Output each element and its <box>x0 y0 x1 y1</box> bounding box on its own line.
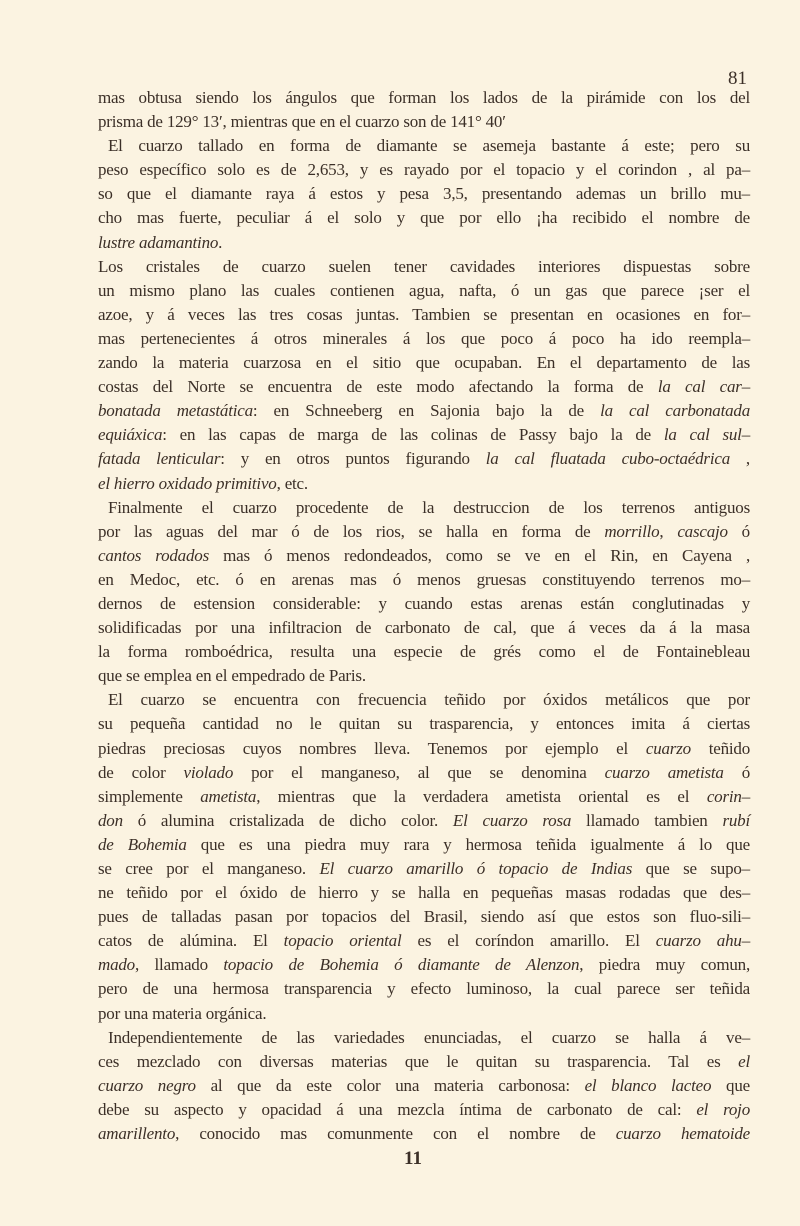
italic-text: El cuarzo amarillo ó topacio de Indias <box>319 859 633 878</box>
text-line <box>98 423 750 447</box>
text-line <box>98 688 750 712</box>
text-line <box>98 809 750 833</box>
text-line <box>98 953 750 977</box>
text-line <box>98 737 750 761</box>
italic-text: topacio de Bohemia ó diamante de Alenzon <box>223 955 580 975</box>
text-segment: mas pertenecientes á otros minerales á los que poco á poco ha ido reempla– <box>98 328 750 348</box>
text-line <box>98 327 750 351</box>
text-segment: , mientras que la verdadera ametista oriental es el <box>256 786 707 806</box>
italic-text: lustre adamantino <box>98 232 219 252</box>
text-segment: ne teñido por el óxido de hierro y se halla en pequeñas masas rodadas que des– <box>98 883 750 903</box>
text-segment: la forma romboédrica, resulta una especie de grés como el de Fontainebleau <box>98 642 750 662</box>
text-segment: catos de alúmina. El <box>98 931 284 951</box>
text-line <box>98 447 750 471</box>
text-segment: que se supo– <box>632 859 750 878</box>
italic-text: mado <box>98 955 135 975</box>
text-line <box>98 929 750 953</box>
text-segment: por las aguas del mar ó de los rios, se halla en forma de <box>98 521 605 541</box>
text-segment: por el manganeso, al que se denomina <box>233 762 605 782</box>
italic-text: cuarzo negro <box>98 1075 196 1095</box>
text-line <box>98 905 750 929</box>
text-line <box>98 881 750 905</box>
text-segment: que <box>711 1075 750 1095</box>
text-line <box>98 592 750 616</box>
text-line <box>98 496 750 520</box>
text-segment: pues de talladas pasan por topacios del Brasil, siendo así que estos son fluo-sili– <box>98 907 750 927</box>
italic-text: don <box>98 810 123 830</box>
text-segment: zando la materia cuarzosa en el sitio que ocupaban. En el departamento de las <box>98 353 750 373</box>
text-segment: llamado tambien <box>571 810 723 830</box>
text-line <box>98 1026 750 1050</box>
text-line <box>98 158 750 182</box>
text-segment: . <box>218 232 223 252</box>
italic-text: bonatada metastática <box>98 401 253 421</box>
italic-text: el hierro oxidado primitivo <box>98 473 277 493</box>
text-line <box>98 785 750 809</box>
text-segment: solidificadas por una infiltracion de carbonato de cal, que á veces da á la masa <box>98 618 750 638</box>
text-line <box>98 86 750 110</box>
text-segment: : en las capas de marga de las colinas de Passy bajo la de <box>162 425 664 445</box>
text-segment: su pequeña cantidad no le quitan su trasparencia, y entonces imita á ciertas <box>98 714 750 734</box>
italic-text: cuarzo hematoide <box>615 1124 750 1144</box>
italic-text: el <box>738 1051 750 1071</box>
text-segment: que se emplea en el empedrado de Paris. <box>98 666 366 686</box>
text-line <box>98 664 750 688</box>
italic-text: ametista <box>200 786 257 806</box>
signature-mark: 11 <box>404 1148 422 1169</box>
text-segment: : y en otros puntos figurando <box>220 449 486 469</box>
body-text <box>98 86 750 1146</box>
text-line <box>98 1074 750 1098</box>
text-segment: que es una piedra muy rara y hermosa teñida igualmente á lo que <box>186 834 750 854</box>
italic-text: cuarzo ahu– <box>655 931 751 951</box>
text-line <box>98 375 750 399</box>
italic-text: fatada lenticular <box>98 449 221 469</box>
text-line <box>98 640 750 664</box>
text-segment: al que da este color una materia carbonosa: <box>195 1075 585 1095</box>
text-line <box>98 1002 750 1026</box>
text-segment: azoe, y á veces las tres cosas juntas. Tambien se presentan en ocasiones en for– <box>98 304 750 324</box>
text-line <box>98 568 750 592</box>
italic-text: cuarzo <box>645 738 691 758</box>
text-line <box>98 399 750 423</box>
italic-text: de Bohemia <box>98 834 187 854</box>
italic-text: el rojo <box>696 1099 751 1119</box>
text-segment: cho mas fuerte, peculiar á el solo y que por ello ¡ha recibido el nombre de <box>98 208 750 228</box>
italic-text: corin– <box>706 786 751 806</box>
italic-text: rubí <box>722 810 750 830</box>
text-segment: simplemente <box>98 786 201 806</box>
text-line <box>98 134 750 158</box>
text-segment: costas del Norte se encuentra de este modo afectando la forma de <box>98 377 658 397</box>
italic-text: amarillento <box>98 1124 176 1144</box>
italic-text: la cal fluatada cubo-octaédrica <box>485 449 730 469</box>
text-line <box>98 833 750 857</box>
text-segment: El cuarzo tallado en forma de diamante se asemeja bastante á este; pero su <box>108 136 750 156</box>
text-segment: mas obtusa siendo los ángulos que forman los lados de la pirámide con los del <box>98 88 750 107</box>
text-line <box>98 231 750 255</box>
text-segment: Los cristales de cuarzo suelen tener cavidades interiores dispuestas sobre <box>98 256 750 276</box>
italic-text: cantos rodados <box>98 545 209 565</box>
italic-text: morrillo <box>604 521 660 541</box>
page-number: 81 <box>728 68 747 89</box>
text-line <box>98 182 750 206</box>
text-segment: , llamado <box>134 955 224 975</box>
text-segment: mas ó menos redondeados, como se ve en el Rin, en Cayena , <box>209 545 750 565</box>
italic-text: el blanco lacteo <box>584 1075 712 1095</box>
text-segment: ó alumina cristalizada de dicho color. <box>122 810 453 830</box>
text-segment: peso específico solo es de 2,653, y es rayado por el topacio y el corindon , al pa– <box>98 160 750 180</box>
text-line <box>98 472 750 496</box>
text-segment: ces mezclado con diversas materias que le quitan su trasparencia. Tal es <box>98 1051 739 1071</box>
text-line <box>98 110 750 134</box>
text-line <box>98 616 750 640</box>
italic-text: cuarzo ametista <box>604 762 724 782</box>
text-line <box>98 1050 750 1074</box>
text-line <box>98 761 750 785</box>
text-segment: dernos de estension considerable: y cuando estas arenas están conglutinadas y <box>98 593 750 613</box>
text-line <box>98 206 750 230</box>
text-segment: , <box>730 449 750 469</box>
italic-text: topacio oriental <box>283 931 402 951</box>
italic-text: cascajo <box>677 521 728 541</box>
text-segment: teñido <box>690 738 751 758</box>
text-segment: , piedra muy comun, <box>579 955 750 975</box>
text-segment: un mismo plano las cuales contienen agua, nafta, ó un gas que parece ¡ser el <box>98 280 750 300</box>
text-segment: Finalmente el cuarzo procedente de la destruccion de los terrenos antiguos <box>108 497 750 517</box>
text-segment: se cree por el manganeso. <box>98 859 320 878</box>
text-segment: pero de una hermosa transparencia y efecto luminoso, la cual parece ser teñida <box>98 979 750 999</box>
text-line <box>98 1122 750 1146</box>
italic-text: la cal car– <box>657 377 750 397</box>
text-segment: es el coríndon amarillo. El <box>401 931 656 951</box>
text-segment: , conocido mas comunmente con el nombre de <box>175 1124 616 1144</box>
text-segment: debe su aspecto y opacidad á una mezcla íntima de carbonato de cal: <box>98 1099 697 1119</box>
text-segment: piedras preciosas cuyos nombres lleva. Tenemos por ejemplo el <box>98 738 646 758</box>
text-segment: so que el diamante raya á estos y pesa 3,5, presentando ademas un brillo mu– <box>98 184 750 204</box>
italic-text: violado <box>183 762 234 782</box>
text-segment: de color <box>98 762 184 782</box>
text-line <box>98 1098 750 1122</box>
italic-text: la cal sul– <box>663 425 750 445</box>
text-line <box>98 712 750 736</box>
text-line <box>98 977 750 1001</box>
text-line <box>98 544 750 568</box>
italic-text: El cuarzo rosa <box>452 810 572 830</box>
text-line <box>98 303 750 327</box>
text-segment: ó <box>723 762 750 782</box>
text-segment: prisma de 129° 13′, mientras que en el cuarzo son de 141° 40′ <box>98 112 506 132</box>
text-segment: en Medoc, etc. ó en arenas mas ó menos gruesas constituyendo terrenos mo– <box>98 569 750 589</box>
text-segment: El cuarzo se encuentra con frecuencia teñido por óxidos metálicos que por <box>108 690 750 710</box>
text-segment: por una materia orgánica. <box>98 1003 267 1023</box>
text-segment: : en Schneeberg en Sajonia bajo la de <box>252 401 601 421</box>
text-line <box>98 520 750 544</box>
italic-text: la cal carbonatada <box>600 401 750 421</box>
text-segment: ó <box>727 521 750 541</box>
italic-text: equiáxica <box>98 425 163 445</box>
text-line <box>98 279 750 303</box>
text-line <box>98 857 750 881</box>
text-segment: , <box>659 521 678 541</box>
text-line <box>98 351 750 375</box>
text-line <box>98 255 750 279</box>
text-segment: Independientemente de las variedades enunciadas, el cuarzo se halla á ve– <box>108 1027 750 1047</box>
text-segment: , etc. <box>276 473 308 493</box>
